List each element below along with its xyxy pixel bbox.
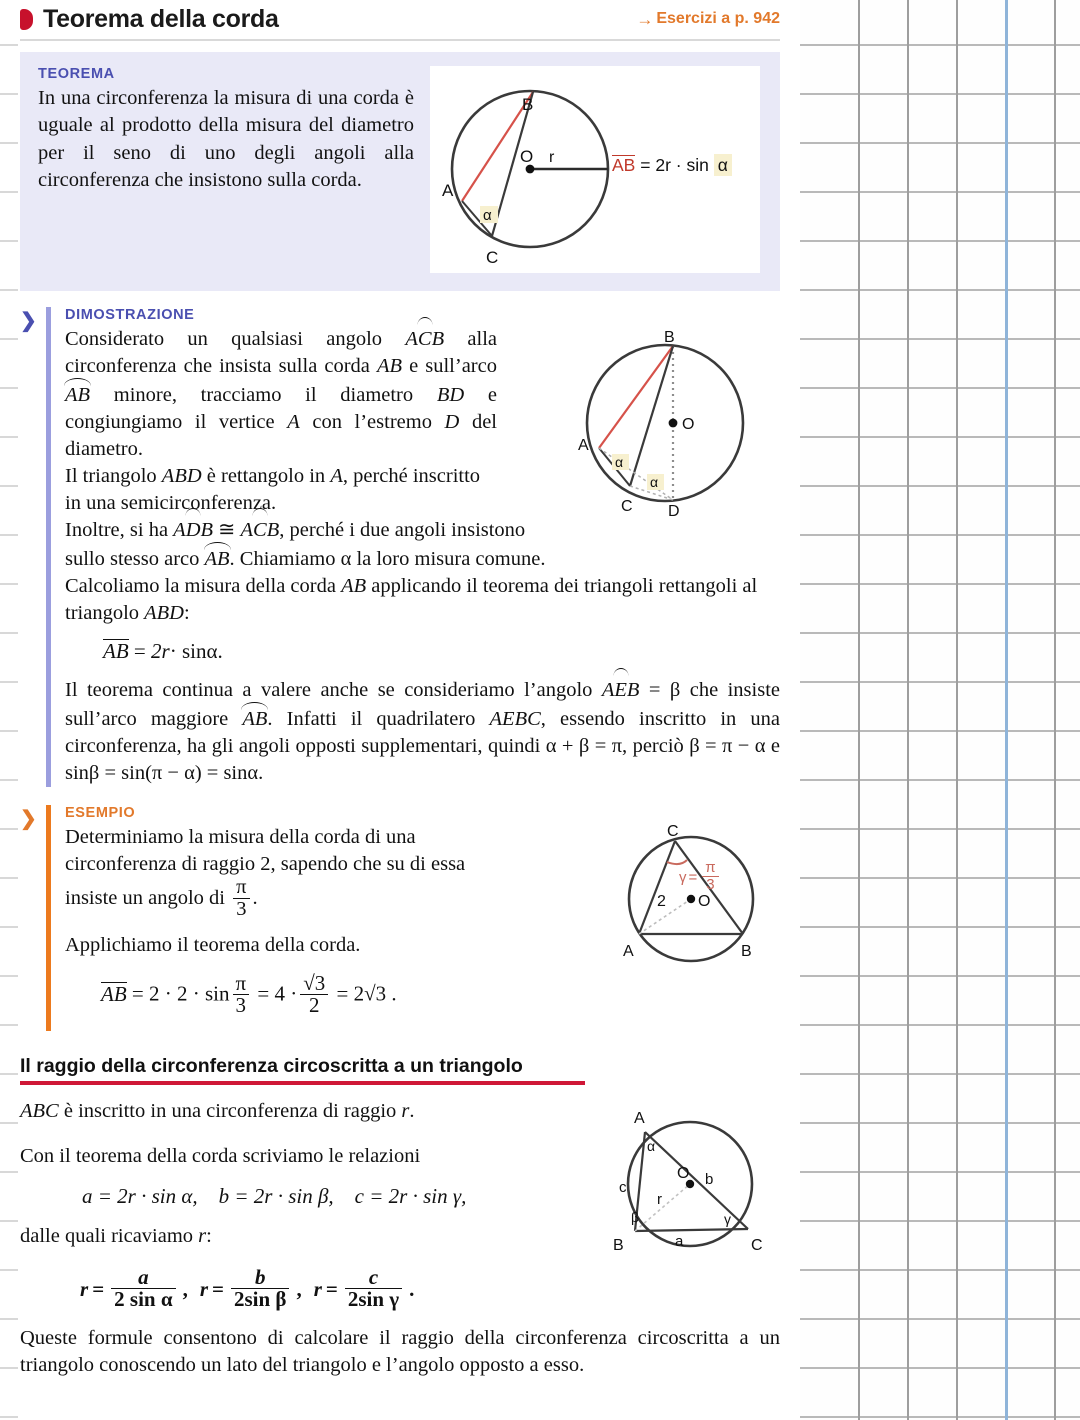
header-divider: [20, 39, 780, 41]
chevron-right-icon-example: ❯: [20, 808, 37, 831]
grid-line-horizontal: [800, 534, 1080, 536]
label-alpha: α: [483, 207, 492, 224]
label-O: O: [677, 1164, 690, 1182]
example-body: [65, 805, 780, 1030]
grid-line-horizontal: [800, 1073, 1080, 1075]
grid-line-horizontal: [800, 828, 1080, 830]
grid-line-vertical: [956, 0, 958, 1420]
grid-line-vertical: [1054, 0, 1056, 1420]
demonstration-kicker: DIMOSTRAZIONE: [65, 307, 195, 323]
label-alpha-1: α: [615, 454, 624, 470]
label-C: C: [486, 248, 499, 267]
grid-line-horizontal: [800, 926, 1080, 928]
label-gamma: γ: [724, 1210, 731, 1227]
label-r: r: [549, 149, 555, 166]
label-A: A: [578, 437, 589, 454]
subsection-body: [20, 1098, 780, 1380]
label-B: B: [664, 329, 675, 346]
example-kicker: ESEMPIO: [65, 805, 136, 822]
gamma-label-group: [679, 861, 780, 893]
page-title: Teorema della corda: [43, 4, 279, 33]
grid-line-vertical: [907, 0, 909, 1420]
chevron-right-icon: ❯: [20, 310, 37, 332]
grid-line-vertical-accent: [1005, 0, 1008, 1420]
subsection-closing-paragraph: Queste formule consentono di calcolare il raggio della circonferenza circoscritta a un triangolo conoscendo un lato del triangolo e l’angolo opposto a esso.: [20, 1327, 780, 1377]
label-D: D: [668, 503, 680, 520]
page-header: [20, 2, 780, 36]
grid-line-horizontal: [800, 436, 1080, 438]
label-A: A: [442, 181, 454, 200]
label-B: B: [522, 95, 534, 114]
radius-formula-c: r = $\frac{c}{\text{2sin γ}}$ .: [313, 1264, 415, 1312]
page-header-left: [20, 5, 279, 34]
grid-line-horizontal: [800, 632, 1080, 634]
label-alpha: α: [647, 1137, 656, 1154]
demonstration-paragraph-1: Considerato un qualsiasi angolo ACB alla circonferenza che insista sulla corda AB e sull’arco AB minore, tracciamo il diametro BD e congiungiamo il vertice A con l’estremo D del diametro.: [65, 328, 497, 460]
grid-line-horizontal: [800, 681, 1080, 683]
grid-line-horizontal: [800, 1318, 1080, 1320]
label-r: r: [657, 1190, 662, 1208]
grid-line-horizontal: [800, 1220, 1080, 1222]
theorem-box: [20, 52, 780, 291]
subsection-paragraph-3: dalle quali ricaviamo r:: [20, 1224, 212, 1247]
demonstration-paragraph-3: Inoltre, si ha ADB ≅ ACB, perché i due angoli insistono sullo stesso arco AB. Chiamiamo α la loro misura comune.: [65, 517, 780, 573]
equals-sign: =: [640, 155, 651, 175]
grid-line-horizontal: [800, 93, 1080, 95]
subsection-title: Il raggio della circonferenza circoscritta a un triangolo: [20, 1054, 523, 1077]
grid-line-horizontal: [800, 730, 1080, 732]
label-O: O: [682, 416, 695, 433]
label-B: B: [613, 1236, 624, 1254]
grid-line-horizontal: [800, 1367, 1080, 1369]
equals-sign: =: [688, 868, 698, 886]
label-O: O: [520, 147, 534, 166]
arrow-right-icon: →: [636, 9, 654, 29]
inscribed-triangle-svg: [605, 1106, 780, 1271]
fraction-numerator: π: [702, 860, 718, 876]
circle-chord-figure: [430, 66, 760, 273]
circle-diameter-figure: [565, 326, 780, 526]
formula-rhs: 2r · sin: [655, 155, 709, 175]
demonstration-paragraph-5: Il teorema continua a valere anche se consideriamo l’angolo AEB = β che insiste sull’arco maggiore AB. Infatti il quadrilatero AEBC, essendo inscritto in una circonferenza, ha gli angoli opposti supplementari, quindi α + β = π, perciò β = π − α e sinβ = sin(π − α) = sinα.: [65, 679, 780, 785]
label-B: B: [741, 943, 752, 961]
demonstration-paragraph-4: Calcoliamo la misura della corda AB applicando il teorema dei triangoli rettangoli al triangolo ABD:: [65, 574, 758, 624]
circle-diameter-svg: [565, 326, 780, 521]
label-side-a: a: [675, 1232, 684, 1250]
radius-formula-a: r = $\frac{a}{\text{2 sin α}}$ ,: [80, 1264, 188, 1312]
formula-angle-alpha: α: [714, 154, 732, 176]
fraction-denominator: 3: [706, 875, 715, 893]
grid-line-horizontal: [800, 877, 1080, 879]
grid-line-horizontal: [800, 142, 1080, 144]
grid-line-horizontal: [800, 1024, 1080, 1026]
grid-line-horizontal: [800, 387, 1080, 389]
notebook-grid-overlay: [800, 0, 1080, 1420]
label-side-c: c: [619, 1178, 627, 1196]
demonstration-rule: [46, 307, 51, 787]
label-alpha-2: α: [650, 474, 659, 490]
subsection-paragraph-1: ABC è inscritto in una circonferenza di raggio r.: [20, 1099, 415, 1122]
grid-line-horizontal: [800, 975, 1080, 977]
theorem-text-column: [20, 66, 430, 194]
fraction-pi-over-3-inline: $\frac{\pi}{3}$: [233, 877, 249, 920]
radius-formulas-row: [80, 1264, 591, 1312]
theorem-statement: In una circonferenza la misura di una corda è uguale al prodotto della misura del diametro per il seno di uno degli angoli alla circonferenza che insistono sulla corda.: [38, 87, 414, 191]
grid-line-horizontal: [800, 1171, 1080, 1173]
grid-line-horizontal: [800, 191, 1080, 193]
label-C: C: [667, 824, 679, 841]
label-C: C: [751, 1236, 763, 1254]
inscribed-triangle-figure: [605, 1106, 780, 1276]
grid-line-horizontal: [800, 1416, 1080, 1418]
example-block: [20, 805, 780, 1030]
label-gamma: γ: [679, 868, 687, 886]
label-C: C: [621, 498, 633, 515]
subsection-underline: [20, 1081, 585, 1085]
grid-line-horizontal: [800, 289, 1080, 291]
label-side-b: b: [705, 1170, 714, 1188]
radius-formula-b: r = $\frac{b}{\text{2sin β}}$ ,: [199, 1264, 302, 1312]
label-A: A: [634, 1109, 645, 1127]
grid-line-horizontal: [800, 338, 1080, 340]
grid-line-vertical: [858, 0, 860, 1420]
fraction-pi-over-3: [702, 860, 718, 892]
chord-relations-formula: a = 2r · sin α, b = 2r · sin β, c = 2r · sin γ,: [82, 1183, 467, 1208]
label-radius-2: 2: [657, 893, 666, 911]
exercise-reference-link[interactable]: [636, 10, 780, 28]
theorem-figure-formula: [612, 155, 732, 176]
exercise-reference-label: Esercizi a p. 942: [656, 10, 780, 27]
subsection-paragraph-2: Con il teorema della corda scriviamo le relazioni: [20, 1144, 421, 1167]
grid-line-horizontal: [800, 485, 1080, 487]
example-formula: AB = 2 · 2 · sin $\frac{\pi}{3}$ = 4 · $\frac{√3}{2}$ = 2√3 .: [101, 970, 397, 1018]
label-O: O: [698, 893, 711, 911]
demonstration-formula-chord: AB = 2r· sinα.: [103, 639, 223, 664]
example-paragraph-1: Determiniamo la misura della corda di una circonferenza di raggio 2, sapendo che su di essa insiste un angolo di $\frac{\pi}{3}$ .: [65, 826, 466, 921]
demonstration-block: [20, 307, 780, 787]
demonstration-paragraph-2: Il triangolo ABD è rettangolo in A, perché inscritto in una semicirconferenza.: [65, 464, 481, 514]
grid-line-horizontal: [800, 240, 1080, 242]
segment-AB: AB: [612, 155, 636, 175]
grid-line-horizontal: [800, 1269, 1080, 1271]
grid-line-horizontal: [800, 583, 1080, 585]
theorem-kicker: TEOREMA: [38, 66, 115, 82]
circle-example-svg: [605, 824, 780, 974]
grid-line-horizontal: [800, 44, 1080, 46]
label-A: A: [623, 943, 634, 961]
example-paragraph-2: Applichiamo il teorema della corda.: [65, 934, 361, 957]
circle-example-figure: [605, 824, 780, 989]
grid-line-horizontal: [800, 779, 1080, 781]
demonstration-body: [65, 307, 780, 787]
label-beta: β: [631, 1208, 640, 1225]
example-rule: [46, 805, 51, 1030]
grid-line-horizontal: [800, 1122, 1080, 1124]
red-bullet-icon: [20, 9, 33, 30]
